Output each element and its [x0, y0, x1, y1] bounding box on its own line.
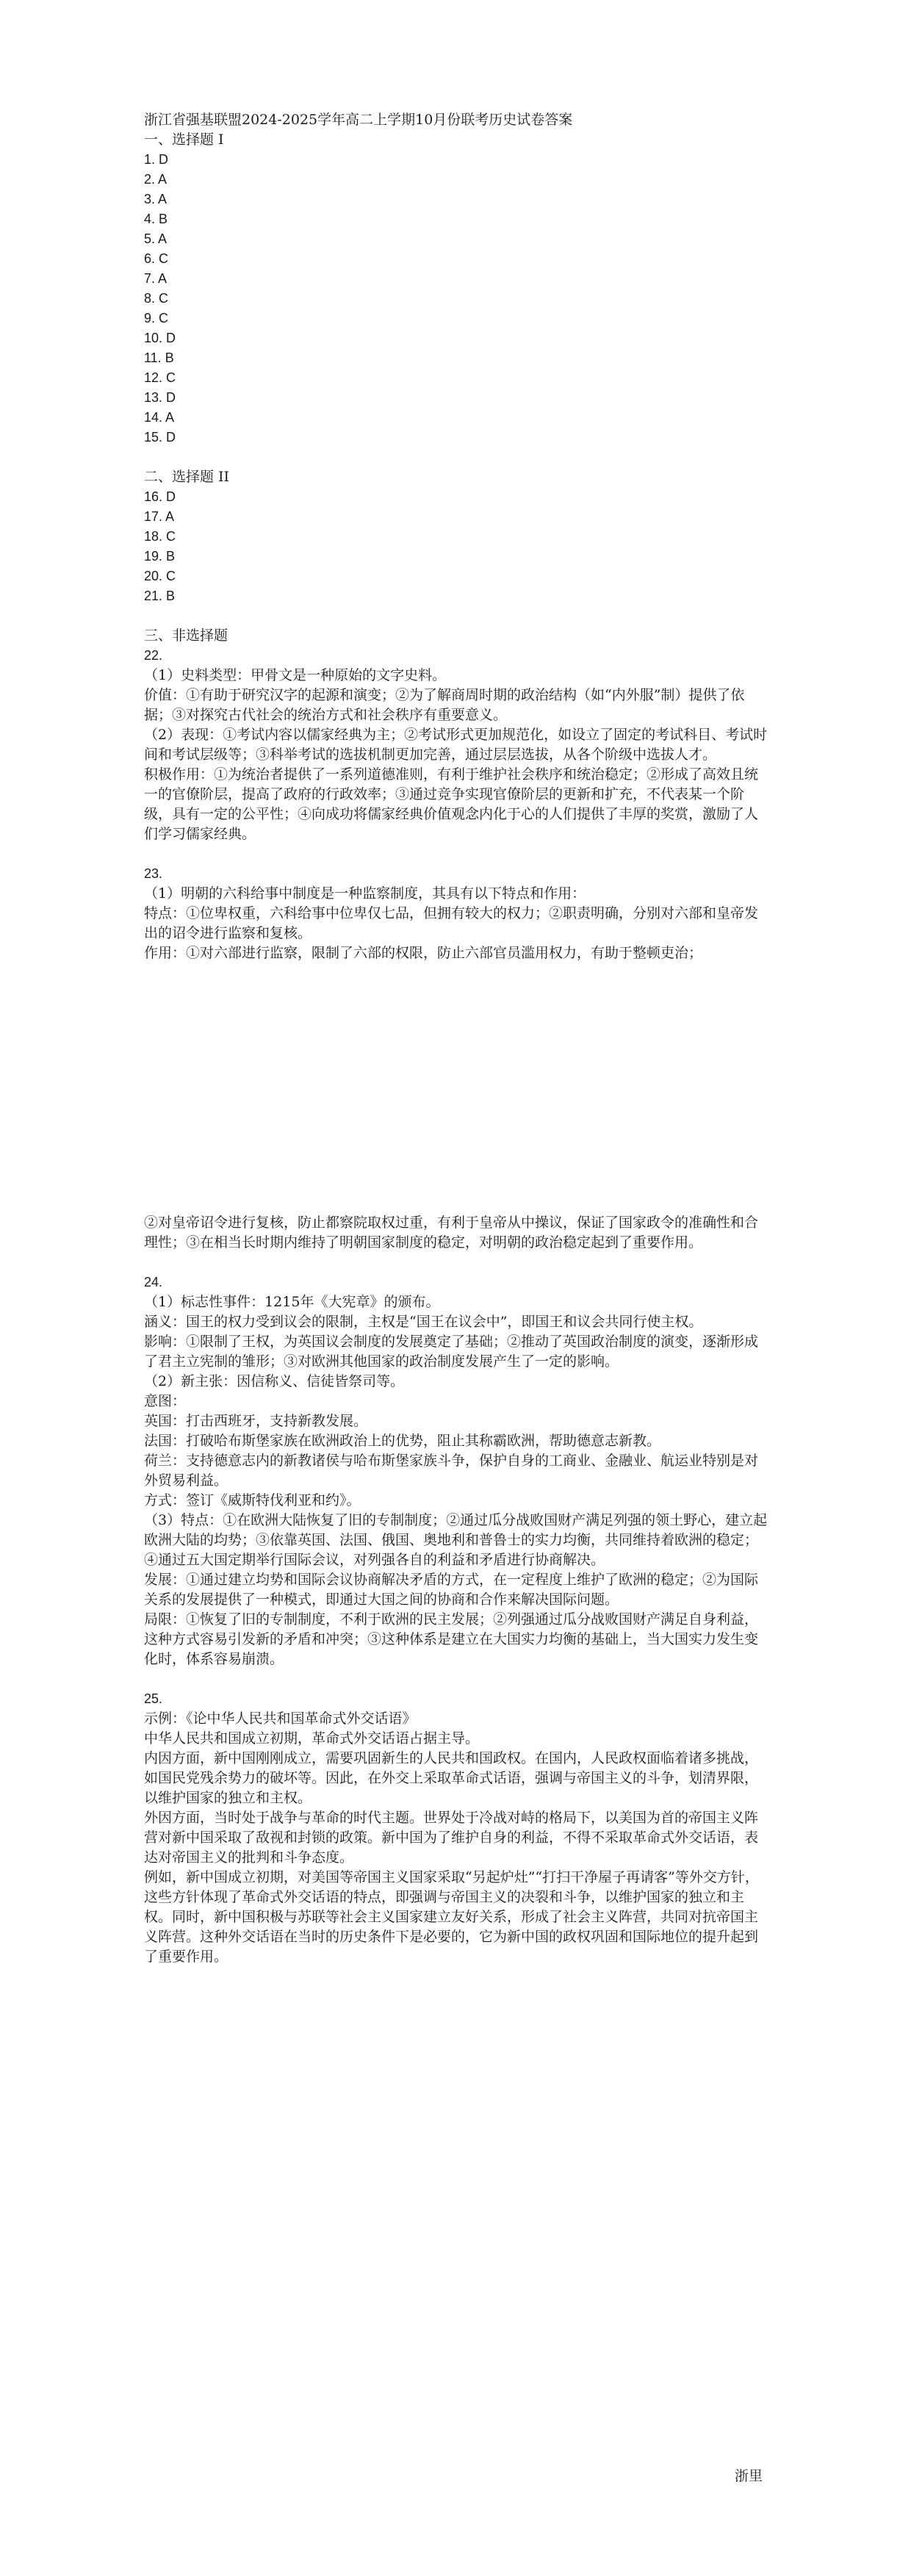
answer-item: 19. B [144, 549, 176, 564]
answer-item: 3. A [144, 192, 168, 206]
answer-paragraph: 中华人民共和国成立初期，革命式外交话语占据主导。 [144, 1730, 480, 1746]
section1-answers [144, 150, 768, 447]
answer-item: 6. C [144, 251, 169, 266]
question-24-answer [144, 1292, 768, 1669]
answer-item: 20. C [144, 569, 176, 583]
answer-paragraph: 特点：①位卑权重，六科给事中位卑仅七品，但拥有较大的权力；②职责明确，分别对六部和皇帝发出的诏令进行监察和复核。 [144, 905, 759, 941]
answer-paragraph: 英国：打击西班牙，支持新教发展。 [144, 1413, 368, 1429]
answer-paragraph: 外因方面，当时处于战争与革命的时代主题。世界处于冷战对峙的格局下，以美国为首的帝国主义阵营对新中国采取了敌视和封锁的政策。新中国为了维护自身的利益，不得不采取革命式外交话语，表达对帝国主义的批判和斗争态度。 [144, 1810, 759, 1866]
question-22-number: 22. [144, 648, 163, 663]
answer-paragraph: 示例：《论中华人民共和国革命式外交话语》 [144, 1710, 417, 1727]
section2-heading: 二、选择题 II [144, 469, 230, 485]
question-23-answer [144, 884, 768, 1253]
answer-paragraph: 意图： [144, 1393, 187, 1409]
answer-paragraph: 影响：①限制了王权，为英国议会制度的发展奠定了基础；②推动了英国政治制度的演变，逐渐形成了君主立宪制的雏形；③对欧洲其他国家的政治制度发展产生了一定的影响。 [144, 1334, 759, 1370]
answer-paragraph: 方式：签订《威斯特伐利亚和约》。 [144, 1492, 361, 1508]
answer-paragraph: 价值：①有助于研究汉字的起源和演变；②为了解商周时期的政治结构（如“内外服”制）提供了依据；③对探究古代社会的统治方式和社会秩序有重要意义。 [144, 687, 745, 723]
question-25-number: 25. [144, 1691, 163, 1706]
answer-paragraph: （1）标志性事件：1215年《大宪章》的颁布。 [144, 1294, 440, 1310]
section1-heading: 一、选择题 I [144, 132, 224, 148]
answer-item: 10. D [144, 331, 176, 345]
answer-item: 7. A [144, 271, 168, 286]
spacer [144, 1253, 768, 1273]
answer-paragraph: （2）新主张：因信称义、信徒皆祭司等。 [144, 1373, 405, 1389]
question-25-answer [144, 1709, 768, 1967]
answer-paragraph: 局限：①恢复了旧的专制制度，不利于欧洲的民主发展；②列强通过瓜分战败国财产满足自身利益，这种方式容易引发新的矛盾和冲突；③这种体系是建立在大国实力均衡的基础上，当大国实力发生变化时，体系容易崩溃。 [144, 1611, 759, 1667]
footer-mark: 浙里 [735, 2468, 763, 2484]
spacer [144, 606, 768, 626]
answer-item: 16. D [144, 489, 176, 504]
spacer [144, 447, 768, 467]
answer-item: 14. A [144, 410, 175, 425]
answer-item: 11. B [144, 350, 174, 365]
question-24-number: 24. [144, 1275, 163, 1289]
answer-item: 8. C [144, 291, 169, 306]
answer-paragraph: 内因方面，新中国刚刚成立，需要巩固新生的人民共和国政权。在国内，人民政权面临着诸多挑战，如国民党残余势力的破坏等。因此，在外交上采取革命式话语，强调与帝国主义的斗争，划清界限，以维护国家的独立和主权。 [144, 1750, 759, 1806]
spacer [144, 1669, 768, 1689]
answer-item: 4. B [144, 212, 168, 226]
section2-answers [144, 487, 768, 606]
question-22-answer [144, 666, 768, 844]
answer-item: 18. C [144, 529, 176, 544]
answer-paragraph: 例如，新中国成立初期，对美国等帝国主义国家采取“另起炉灶”“打扫干净屋子再请客”等外交方针，这些方针体现了革命式外交话语的特点，即强调与帝国主义的决裂和斗争，以维护国家的独立和主权。同时，新中国积极与苏联等社会主义国家建立友好关系，形成了社会主义阵营，共同对抗帝国主义阵营。这种外交话语在当时的历史条件下是必要的，它为新中国的政权巩固和国际地位的提升起到了重要作用。 [144, 1869, 759, 1965]
answer-paragraph: （3）特点：①在欧洲大陆恢复了旧的专制制度；②通过瓜分战败国财产满足列强的领土野心，建立起欧洲大陆的均势；③依靠英国、法国、俄国、奥地利和普鲁士的实力均衡，共同维持着欧洲的稳定；④通过五大国定期举行国际会议，对列强各自的利益和矛盾进行协商解决。 [144, 1512, 768, 1568]
blank-gap [144, 963, 768, 1213]
answer-item: 1. D [144, 152, 169, 167]
answer-item: 13. D [144, 390, 176, 405]
answer-paragraph: （1）史料类型：甲骨文是一种原始的文字史料。 [144, 667, 447, 683]
answer-paragraph: 涵义：国王的权力受到议会的限制，主权是“国王在议会中”，即国王和议会共同行使主权。 [144, 1314, 703, 1330]
answer-item: 9. C [144, 311, 169, 325]
answer-paragraph: 荷兰：支持德意志内的新教诸侯与哈布斯堡家族斗争，保护自身的工商业、金融业、航运业特别是对外贸易利益。 [144, 1453, 759, 1489]
answer-paragraph: 法国：打破哈布斯堡家族在欧洲政治上的优势，阻止其称霸欧洲，帮助德意志新教。 [144, 1433, 661, 1449]
answer-paragraph: （1）明朝的六科给事中制度是一种监察制度，其具有以下特点和作用： [144, 885, 586, 902]
section3-heading: 三、非选择题 [144, 627, 228, 644]
answer-item: 17. A [144, 509, 175, 524]
answer-item: 12. C [144, 370, 176, 385]
answer-paragraph: 发展：①通过建立均势和国际会议协商解决矛盾的方式，在一定程度上维护了欧洲的稳定；②为国际关系的发展提供了一种模式，即通过大国之间的协商和合作来解决国际问题。 [144, 1572, 759, 1608]
answer-paragraph: ②对皇帝诏令进行复核，防止都察院取权过重，有利于皇帝从中操议，保证了国家政令的准确性和合理性；③在相当长时期内维持了明朝国家制度的稳定，对明朝的政治稳定起到了重要作用。 [144, 1215, 759, 1251]
spacer [144, 844, 768, 864]
answer-item: 21. B [144, 589, 176, 603]
answer-paragraph: （2）表现：①考试内容以儒家经典为主；②考试形式更加规范化，如设立了固定的考试科目、考试时间和考试层级等；③科举考试的选拔机制更加完善，通过层层选拔，从各个阶级中选拔人才。 [144, 727, 768, 763]
answer-item: 5. A [144, 231, 168, 246]
answer-item: 2. A [144, 172, 168, 187]
document-title: 浙江省强基联盟2024-2025学年高二上学期10月份联考历史试卷答案 [144, 112, 573, 128]
question-23-number: 23. [144, 866, 163, 881]
answer-paragraph: 积极作用：①为统治者提供了一系列道德准则，有利于维护社会秩序和统治稳定；②形成了高效且统一的官僚阶层，提高了政府的行政效率；③通过竞争实现官僚阶层的更新和扩充，不代表某一个阶级，具有一定的公平性；④向成功将儒家经典价值观念内化于心的人们提供了丰厚的奖赏，激励了人们学习儒家经典。 [144, 766, 759, 842]
answer-paragraph: 作用：①对六部进行监察，限制了六部的权限，防止六部官员滥用权力，有助于整顿吏治； [144, 945, 703, 961]
document-body [144, 110, 768, 1967]
answer-item: 15. D [144, 430, 176, 445]
